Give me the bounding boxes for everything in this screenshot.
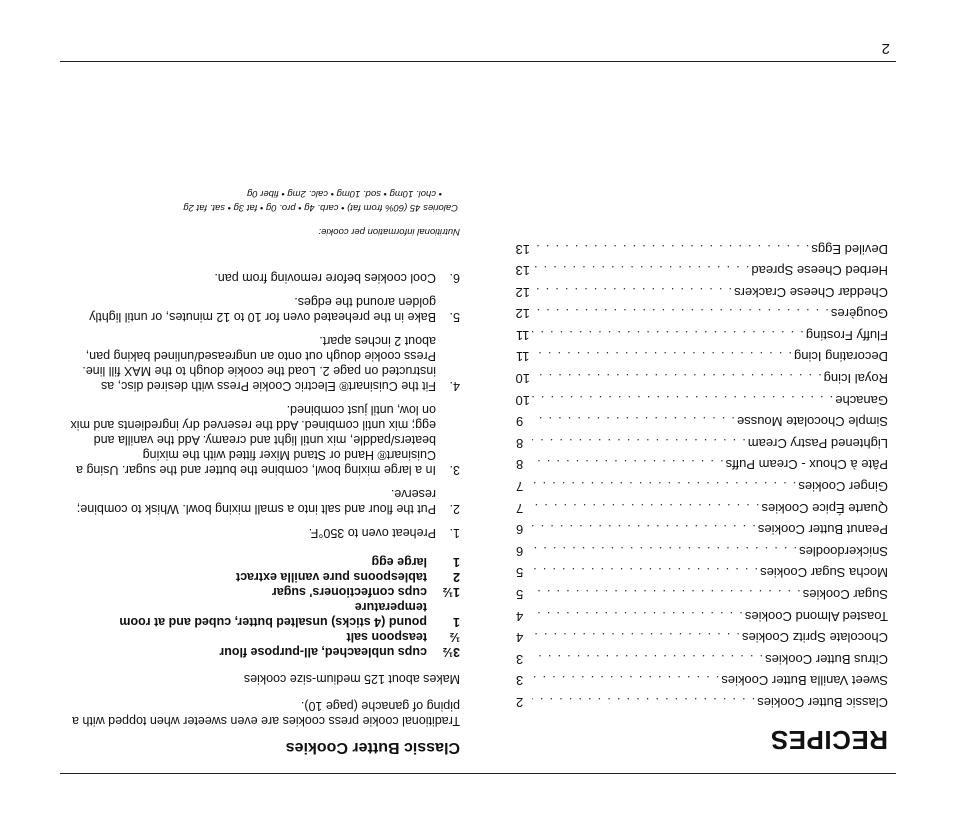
- dot-leader: [532, 630, 740, 645]
- ingredient-text: large egg: [371, 555, 427, 569]
- recipe-title: Classic Butter Cookies: [285, 739, 460, 756]
- index-entry-page: 3: [516, 651, 524, 667]
- index-entry-page: 7: [516, 500, 524, 516]
- index-entry[interactable]: [516, 451, 888, 473]
- ingredient-quantity: 1: [453, 555, 460, 569]
- step-item: [68, 402, 460, 477]
- index-entry[interactable]: [516, 343, 888, 365]
- index-entry-label: Decorating Icing: [794, 349, 888, 365]
- dot-leader: [532, 609, 743, 624]
- index-entry[interactable]: [516, 278, 888, 300]
- dot-leader: [532, 414, 735, 429]
- ingredient-row: [68, 599, 460, 629]
- index-entry[interactable]: [516, 602, 888, 624]
- step-number: 1.: [449, 526, 460, 540]
- index-entry-page: 11: [516, 327, 530, 343]
- ingredient-quantity: 1: [453, 615, 460, 629]
- ingredient-row: [68, 644, 460, 659]
- index-entry[interactable]: [516, 365, 888, 387]
- index-entry[interactable]: [516, 580, 888, 602]
- step-text: Preheat oven to 350°F.: [308, 526, 436, 540]
- ingredient-quantity: ½: [449, 630, 460, 644]
- dot-leader: [532, 457, 724, 472]
- index-entry-label: Chocolate Spritz Cookies: [742, 630, 888, 646]
- step-text: Fit the Cuisinart® Electric Cookie Press with desired disc, as instructed on page 2. Load the cookie dough to the MAX fill line. Press cookie dough out onto an ungreased/unlined baking pan, about 2 inches apart.: [82, 334, 436, 393]
- dot-leader: [532, 565, 758, 580]
- dot-leader: [532, 544, 797, 559]
- index-entry-label: Simple Chocolate Mousse: [736, 414, 888, 430]
- ingredient-text: pound (4 sticks) unsalted butter, cubed and at room temperature: [119, 600, 427, 629]
- step-item: [68, 333, 460, 393]
- ingredient-text: teaspoon salt: [346, 630, 427, 644]
- index-entry-page: 7: [516, 479, 524, 495]
- index-entry-page: 12: [515, 284, 530, 300]
- dot-leader: [532, 479, 796, 494]
- index-entry-page: 5: [516, 565, 524, 581]
- index-entry-label: Fluffy Frosting: [805, 327, 888, 343]
- index-entry-page: 6: [516, 543, 524, 559]
- index-entry-page: 3: [516, 673, 524, 689]
- index-entry-label: Classic Butter Cookies: [757, 695, 888, 710]
- index-entry-label: Herbed Cheese Spread: [751, 263, 888, 279]
- index-entry-page: 4: [516, 630, 524, 646]
- index-entry-label: Ginger Cookies: [798, 479, 888, 495]
- top-rule: [60, 773, 896, 774]
- recipe-section: [68, 186, 460, 755]
- index-entry-label: Deviled Eggs: [811, 241, 888, 257]
- index-entry-page: 4: [516, 608, 524, 624]
- ingredient-text: tablespoons pure vanilla extract: [235, 570, 427, 584]
- step-text: In a large mixing bowl, combine the butter and the sugar. Using a Cuisinart® Hand or Stand Mixer fitted with the mixing beaters/paddle, mix until light and creamy. Add the vanilla and egg; mix until combined. Add the reserved dry ingredients and mix on low, until just combined.: [70, 403, 436, 477]
- dot-leader: [532, 652, 763, 667]
- index-entry-page: 13: [515, 263, 530, 279]
- dot-leader: [532, 285, 732, 300]
- ingredient-row: [68, 629, 460, 644]
- index-entry[interactable]: [516, 386, 888, 408]
- nutrition-line: • chol. 10mg • sod. 10mg • calc. 2mg • fiber 0g: [247, 188, 442, 199]
- index-entry-label: Lightened Pastry Cream: [747, 435, 888, 451]
- recipe-intro: Traditional cookie press cookies are even sweeter when topped with a piping of ganache (page 10).: [72, 699, 460, 728]
- step-item: [68, 270, 460, 285]
- step-text: Put the flour and salt into a small mixing bowl. Whisk to combine; reserve.: [76, 487, 436, 516]
- index-entry-label: Peanut Butter Cookies: [757, 522, 888, 538]
- step-item: [68, 525, 460, 540]
- dot-leader: [532, 587, 801, 602]
- dot-leader: [532, 501, 760, 516]
- index-entry-label: Cheddar Cheese Crackers: [734, 284, 888, 300]
- index-entry-page: 6: [516, 522, 524, 538]
- step-number: 5.: [449, 310, 460, 324]
- index-entry[interactable]: [516, 516, 888, 538]
- index-entry-page: 8: [516, 435, 524, 451]
- index-entry-page: 10: [515, 371, 530, 387]
- page-number: 2: [881, 40, 890, 57]
- index-entry-label: Toasted Almond Cookies: [744, 608, 888, 624]
- ingredient-row: [68, 554, 460, 569]
- index-entry[interactable]: [516, 408, 888, 430]
- dot-leader: [532, 673, 719, 688]
- index-entry-page: 13: [515, 241, 530, 257]
- index-entry[interactable]: [516, 537, 888, 559]
- index-entry-label: Citrus Butter Cookies: [765, 651, 888, 667]
- index-entry-page: 2: [516, 695, 524, 710]
- index-entry-label: Snickerdoodles: [799, 543, 888, 559]
- ingredient-text: cups unbleached, all-purpose flour: [219, 645, 427, 659]
- index-entry-label: Sweet Vanilla Butter Cookies: [721, 673, 888, 689]
- index-entry-label: Sugar Cookies: [802, 587, 888, 603]
- dot-leader: [532, 695, 755, 710]
- index-entry[interactable]: [516, 624, 888, 646]
- step-item: [68, 486, 460, 516]
- dot-leader: [532, 263, 749, 278]
- nutrition-info: [68, 186, 460, 238]
- dot-leader: [532, 371, 822, 386]
- index-entry[interactable]: [516, 321, 888, 343]
- index-entry-label: Gougères: [830, 306, 888, 322]
- dot-leader: [532, 522, 756, 537]
- recipes-index: [516, 235, 888, 755]
- index-list: [516, 235, 888, 710]
- ingredient-row: [68, 569, 460, 584]
- index-entry-page: 11: [516, 349, 530, 365]
- index-entry-page: 8: [516, 457, 524, 473]
- ingredient-quantity: 3½: [442, 645, 460, 659]
- index-entry[interactable]: [516, 300, 888, 322]
- index-heading: RECIPES: [770, 725, 888, 755]
- step-number: 2.: [449, 502, 460, 516]
- nutrition-line: Calories 45 (60% from fat) • carb. 4g • pro. 0g • fat 3g • sat. fat 2g: [183, 202, 458, 213]
- index-entry-label: Quarte Épice Cookies: [761, 500, 888, 516]
- dot-leader: [532, 306, 829, 321]
- dot-leader: [532, 436, 746, 451]
- index-entry-label: Pâte à Choux - Cream Puffs: [725, 457, 888, 473]
- index-entry[interactable]: [516, 429, 888, 451]
- index-entry-page: 12: [515, 306, 530, 322]
- index-entry[interactable]: [516, 688, 888, 710]
- ingredient-text: cups confectioners' sugar: [271, 585, 427, 599]
- step-list: [68, 270, 460, 540]
- index-entry-label: Royal Icing: [823, 371, 888, 387]
- ingredient-quantity: 1½: [442, 585, 460, 599]
- index-entry[interactable]: [516, 559, 888, 581]
- step-text: Cool cookies before removing from pan.: [214, 271, 436, 285]
- ingredient-list: [68, 554, 460, 659]
- bottom-rule: [60, 61, 896, 62]
- dot-leader: [532, 393, 833, 408]
- index-entry[interactable]: [516, 667, 888, 689]
- index-entry-page: 5: [516, 587, 524, 603]
- step-text: Bake in the preheated oven for 10 to 12 minutes, or until lightly golden around the edges.: [89, 295, 436, 324]
- dot-leader: [532, 328, 804, 343]
- step-item: [68, 294, 460, 324]
- index-entry[interactable]: [516, 494, 888, 516]
- recipe-yield: Makes about 125 medium-size cookies: [243, 672, 460, 686]
- dot-leader: [532, 242, 809, 257]
- ingredient-row: [68, 584, 460, 599]
- index-entry-label: Mocha Sugar Cookies: [760, 565, 888, 581]
- index-entry-label: Ganache: [835, 392, 888, 408]
- index-entry-page: 10: [515, 392, 530, 408]
- index-entry[interactable]: [516, 472, 888, 494]
- index-entry[interactable]: [516, 235, 888, 257]
- index-entry-page: 9: [516, 414, 524, 430]
- dot-leader: [532, 350, 792, 365]
- index-entry[interactable]: [516, 257, 888, 279]
- step-number: 4.: [449, 379, 460, 393]
- index-entry[interactable]: [516, 645, 888, 667]
- step-number: 6.: [449, 271, 460, 285]
- ingredient-quantity: 2: [453, 570, 460, 584]
- step-number: 3.: [449, 463, 460, 477]
- nutrition-label: Nutritional information per cookie:: [318, 226, 460, 237]
